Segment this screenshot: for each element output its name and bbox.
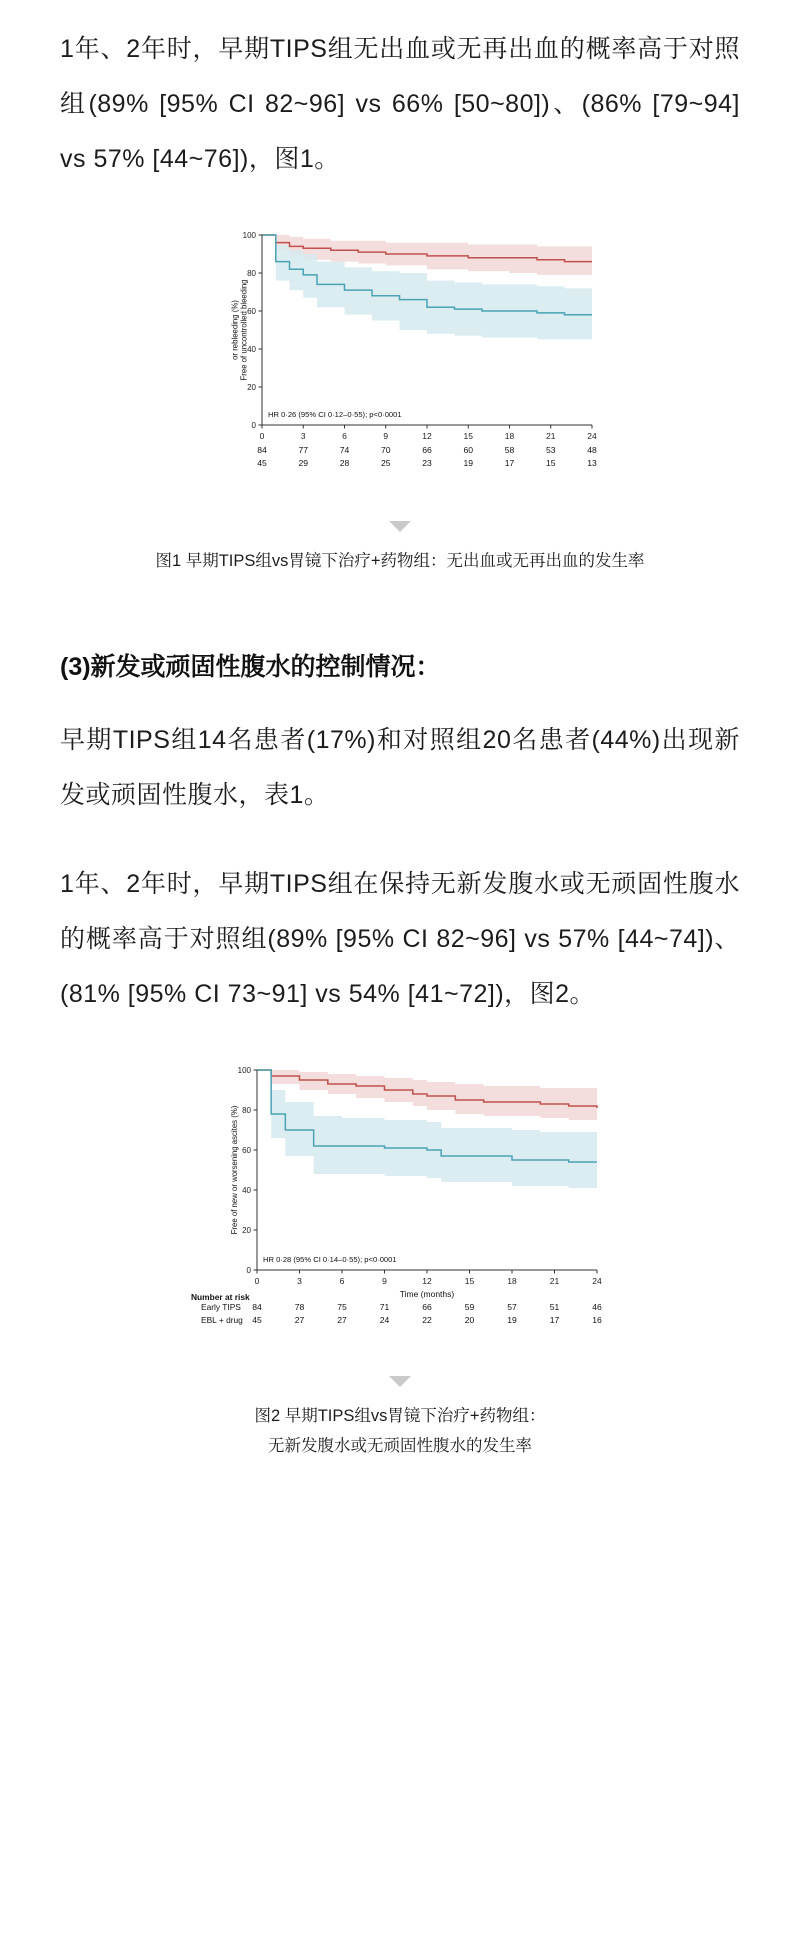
- svg-text:0: 0: [254, 1276, 260, 1286]
- figure-2-caption-line2: 无新发腹水或无顽固性腹水的发生率: [268, 1437, 532, 1455]
- svg-text:18: 18: [507, 1276, 517, 1286]
- svg-text:57: 57: [507, 1302, 517, 1312]
- svg-text:29: 29: [298, 458, 309, 468]
- svg-text:9: 9: [383, 431, 389, 441]
- svg-text:or rebleeding (%): or rebleeding (%): [230, 300, 240, 360]
- svg-text:18: 18: [504, 431, 515, 441]
- svg-text:46: 46: [592, 1302, 602, 1312]
- svg-text:84: 84: [252, 1302, 262, 1312]
- svg-text:16: 16: [592, 1315, 602, 1325]
- svg-text:Early TIPS: Early TIPS: [201, 1302, 241, 1312]
- spacer: [0, 823, 800, 857]
- svg-text:75: 75: [337, 1302, 347, 1312]
- svg-text:17: 17: [504, 458, 515, 468]
- svg-text:100: 100: [237, 1066, 251, 1076]
- svg-text:19: 19: [463, 458, 474, 468]
- svg-text:51: 51: [549, 1302, 560, 1312]
- spacer: [0, 622, 800, 640]
- figure-1-chart-wrap: [70, 221, 730, 511]
- svg-text:100: 100: [242, 231, 256, 241]
- spacer: [0, 576, 800, 622]
- figure-2-chart: [185, 1056, 615, 1366]
- svg-text:20: 20: [247, 383, 256, 393]
- svg-text:19: 19: [507, 1315, 517, 1325]
- svg-text:66: 66: [422, 445, 432, 455]
- figure-2-caption-line1: 图2 早期TIPS组vs胃镜下治疗+药物组：: [254, 1407, 546, 1425]
- svg-text:66: 66: [422, 1302, 432, 1312]
- svg-text:13: 13: [587, 458, 597, 468]
- paragraph-1: 1年、2年时，早期TIPS组无出血或无再出血的概率高于对照组(89% [95% CI 82~96] vs 66% [50~80])、(86% [79~94] vs 57% [44~76])，图1。: [60, 35, 740, 173]
- svg-text:20: 20: [464, 1315, 475, 1325]
- svg-text:0: 0: [259, 431, 265, 441]
- svg-text:60: 60: [247, 307, 256, 317]
- svg-text:Free of uncontrolled bleeding: Free of uncontrolled bleeding: [239, 279, 249, 381]
- svg-text:12: 12: [422, 431, 432, 441]
- figure-1-chart: [190, 221, 610, 511]
- svg-text:58: 58: [504, 445, 515, 455]
- svg-text:74: 74: [339, 445, 350, 455]
- svg-text:59: 59: [464, 1302, 475, 1312]
- svg-text:20: 20: [242, 1226, 251, 1236]
- svg-text:25: 25: [380, 458, 391, 468]
- svg-text:0: 0: [251, 421, 256, 431]
- paragraph-2: 早期TIPS组14名患者(17%)和对照组20名患者(44%)出现新发或顽固性腹水，表1。: [60, 726, 740, 809]
- svg-text:45: 45: [252, 1315, 262, 1325]
- svg-text:77: 77: [298, 445, 309, 455]
- spacer: [0, 187, 800, 221]
- svg-text:27: 27: [337, 1315, 347, 1325]
- svg-text:6: 6: [339, 1276, 345, 1286]
- svg-text:24: 24: [592, 1276, 602, 1286]
- svg-text:6: 6: [342, 431, 347, 441]
- svg-text:Time (months): Time (months): [399, 1289, 455, 1299]
- svg-text:78: 78: [294, 1302, 305, 1312]
- svg-text:53: 53: [545, 445, 556, 455]
- svg-text:12: 12: [422, 1276, 432, 1286]
- svg-text:15: 15: [545, 458, 556, 468]
- spacer: [0, 695, 800, 713]
- spacer: [0, 1022, 800, 1056]
- svg-text:60: 60: [242, 1146, 251, 1156]
- svg-text:EBL + drug: EBL + drug: [201, 1315, 243, 1325]
- svg-text:80: 80: [242, 1106, 251, 1116]
- figure-2-chart-wrap: [70, 1056, 730, 1366]
- svg-text:3: 3: [300, 431, 306, 441]
- figure-1: [70, 221, 730, 576]
- scroll-arrow-1: [389, 521, 411, 532]
- svg-text:84: 84: [257, 445, 267, 455]
- svg-text:24: 24: [587, 431, 597, 441]
- svg-text:40: 40: [247, 345, 256, 355]
- svg-text:60: 60: [463, 445, 474, 455]
- svg-text:27: 27: [294, 1315, 305, 1325]
- svg-text:HR 0·28 (95% CI 0·14–0·55); p<: HR 0·28 (95% CI 0·14–0·55); p<0·0001: [263, 1255, 397, 1264]
- svg-text:22: 22: [422, 1315, 432, 1325]
- svg-text:9: 9: [382, 1276, 387, 1286]
- svg-text:40: 40: [242, 1186, 251, 1196]
- section-heading: (3)新发或顽固性腹水的控制情况：: [60, 653, 441, 681]
- svg-text:48: 48: [587, 445, 597, 455]
- svg-text:3: 3: [297, 1276, 302, 1286]
- scroll-arrow-2: [389, 1376, 411, 1387]
- figure-2: [70, 1056, 730, 1461]
- svg-text:80: 80: [247, 269, 256, 279]
- svg-text:28: 28: [339, 458, 350, 468]
- svg-text:21: 21: [549, 1276, 560, 1286]
- svg-text:HR 0·26 (95% CI 0·12–0·55); p<: HR 0·26 (95% CI 0·12–0·55); p<0·0001: [268, 410, 402, 419]
- svg-text:Number at risk: Number at risk: [191, 1292, 250, 1302]
- svg-text:17: 17: [549, 1315, 560, 1325]
- svg-text:24: 24: [379, 1315, 390, 1325]
- svg-text:23: 23: [422, 458, 432, 468]
- svg-text:15: 15: [464, 1276, 475, 1286]
- svg-text:0: 0: [246, 1266, 251, 1276]
- paragraph-3: 1年、2年时，早期TIPS组在保持无新发腹水或无顽固性腹水的概率高于对照组(89% [95% CI 82~96] vs 57% [44~74])、(81% [95% CI 73~91] vs 54% [41~72])，图2。: [60, 870, 740, 1008]
- figure-1-caption: 图1 早期TIPS组vs胃镜下治疗+药物组：无出血或无再出血的发生率: [155, 552, 645, 570]
- svg-text:71: 71: [379, 1302, 390, 1312]
- svg-text:45: 45: [257, 458, 267, 468]
- svg-text:70: 70: [380, 445, 391, 455]
- svg-text:21: 21: [546, 431, 556, 441]
- svg-text:15: 15: [463, 431, 473, 441]
- svg-text:Free of new or worsening ascit: Free of new or worsening ascites (%): [230, 1105, 239, 1235]
